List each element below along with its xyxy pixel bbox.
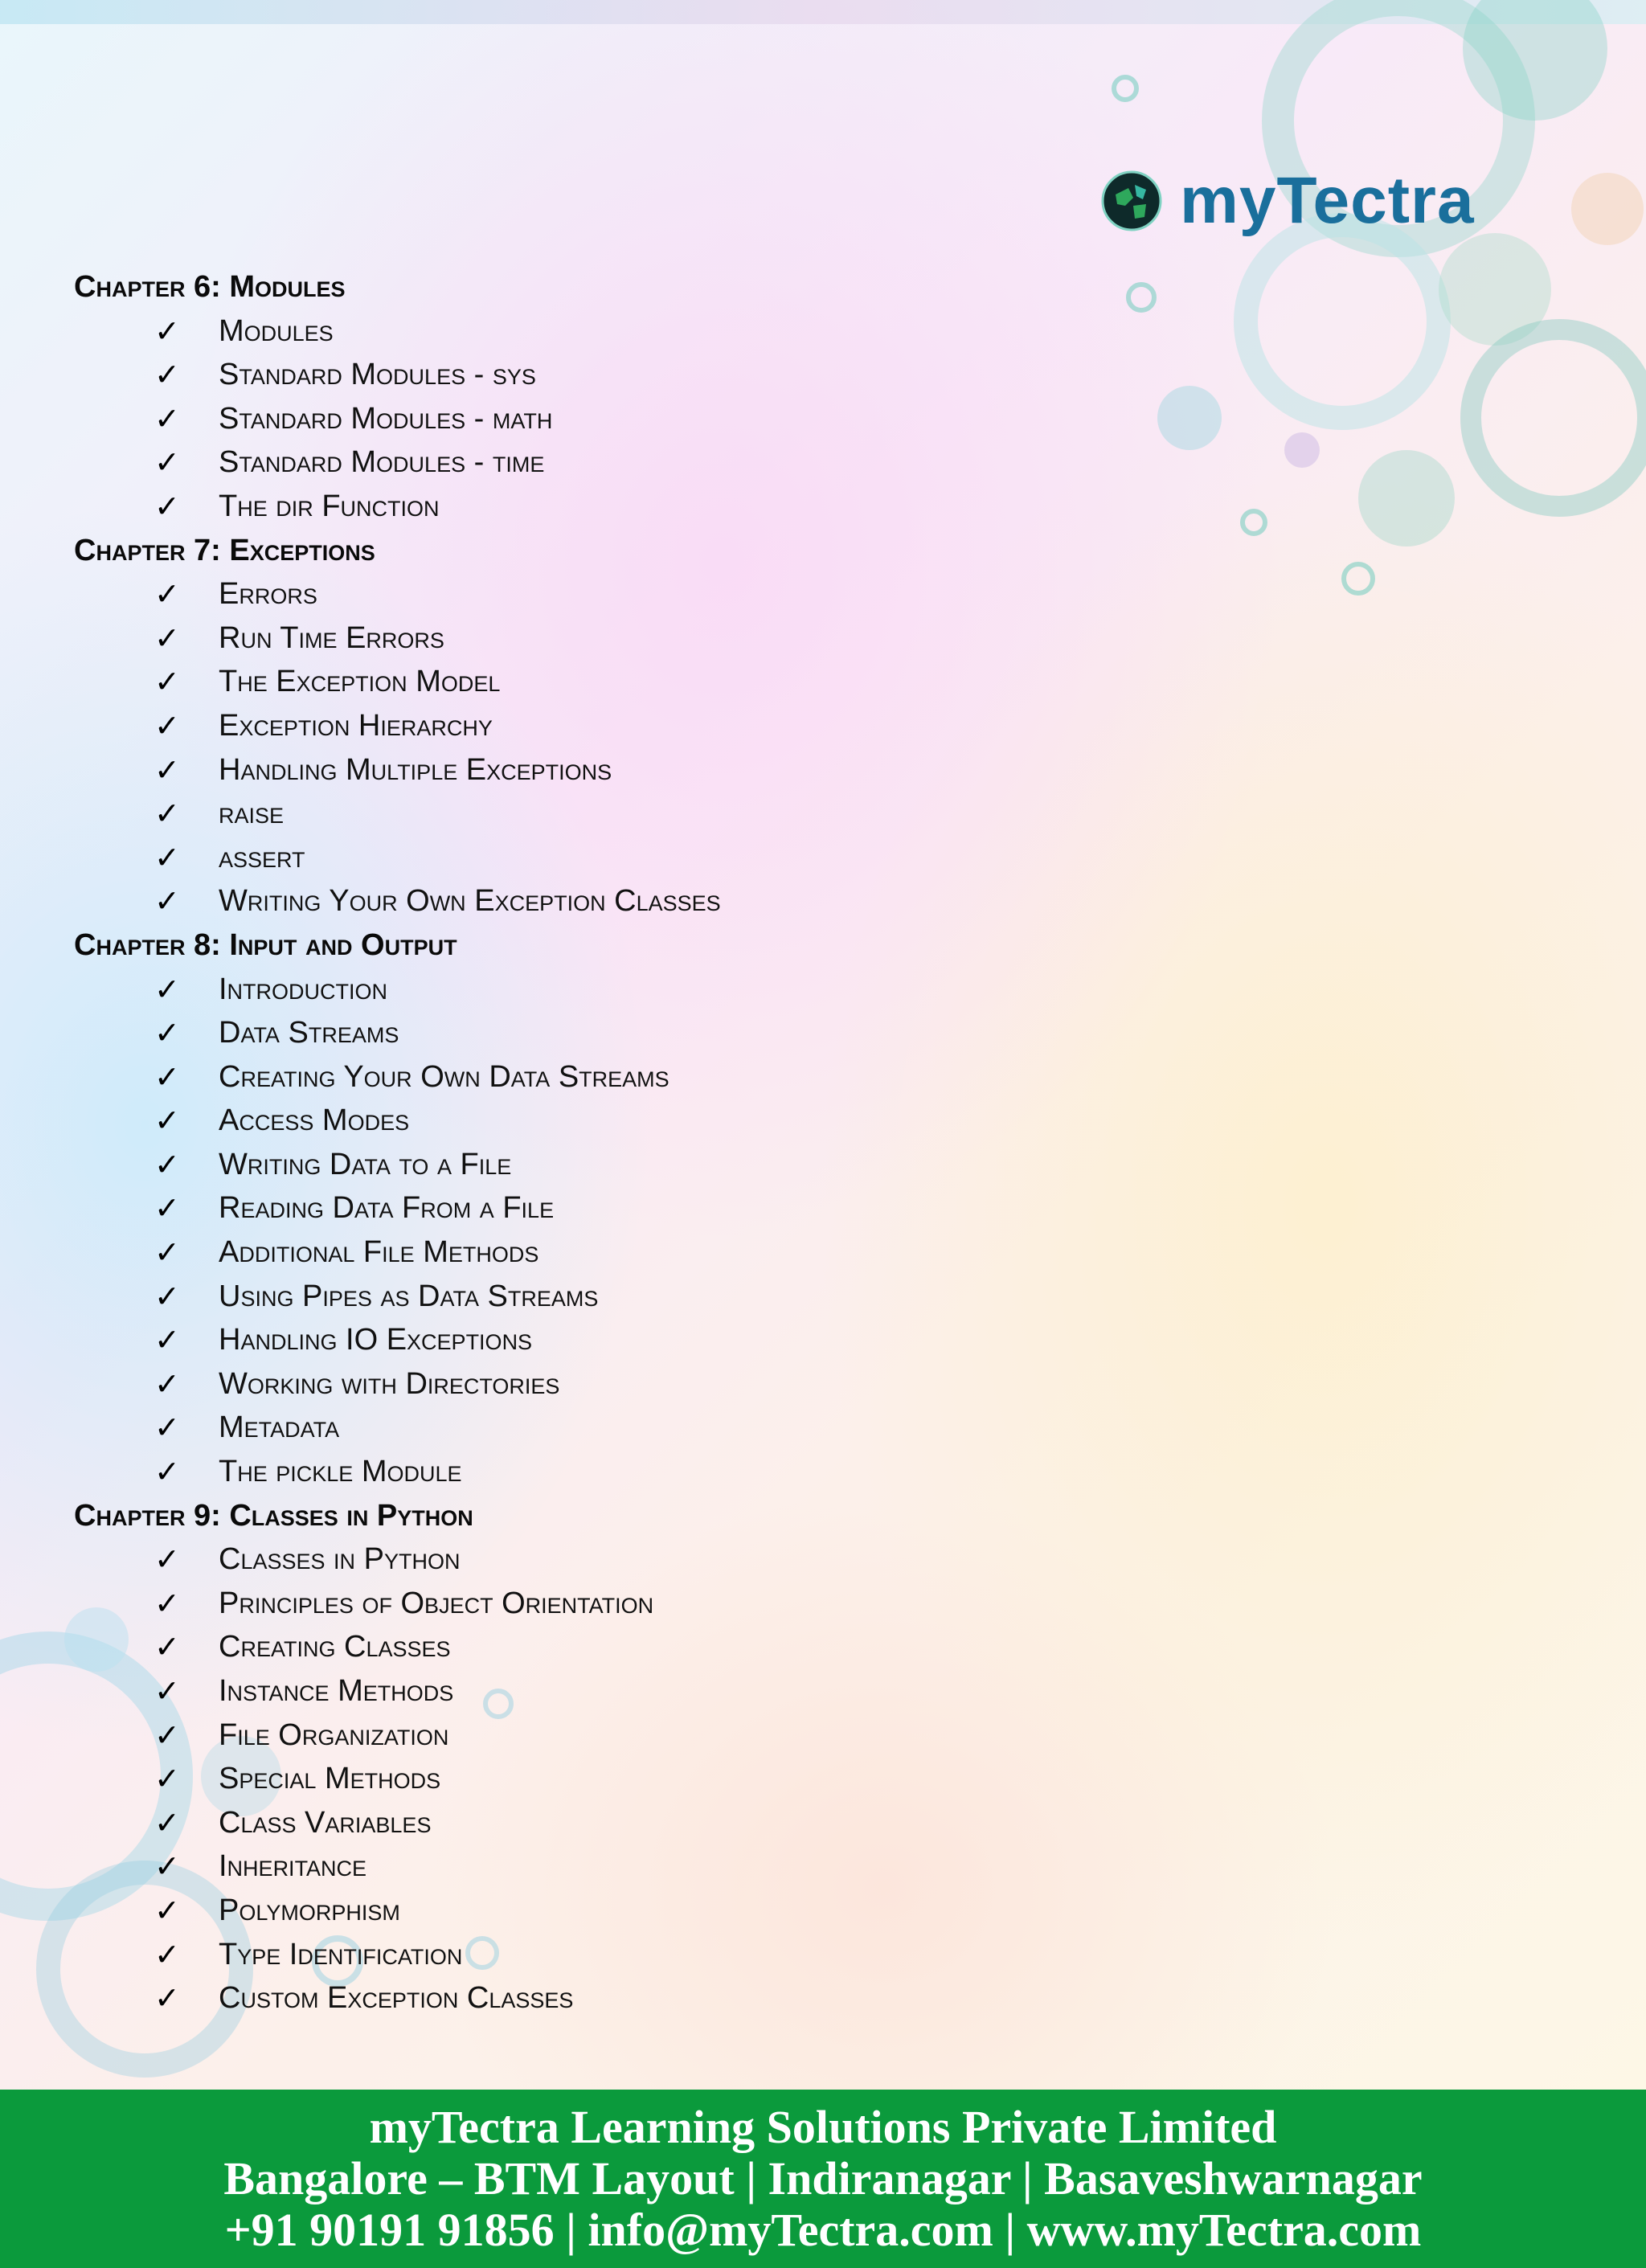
checkmark-icon: ✓ [154, 1980, 180, 2016]
topic-label: Inheritance [219, 1849, 367, 1884]
contact-line: +91 90191 91856 | info@myTectra.com | www.myTectra.com [224, 2204, 1422, 2256]
chapter-title: Chapter 8: Input and Output [74, 927, 457, 962]
topic-label: Writing Data to a File [219, 1147, 512, 1181]
topic-item [74, 1099, 1038, 1143]
topic-label: Using Pipes as Data Streams [219, 1279, 599, 1313]
checkmark-icon: ✓ [154, 1190, 180, 1226]
topic-item [74, 485, 1038, 529]
topic-label: Modules [219, 313, 334, 348]
topic-item [74, 440, 1038, 485]
checkmark-icon: ✓ [154, 1585, 180, 1621]
topic-list [74, 968, 1038, 1494]
topic-label: Run Time Errors [219, 620, 444, 655]
topic-label: Additional File Methods [219, 1235, 539, 1270]
chapter-title: Chapter 6: Modules [74, 270, 346, 304]
locations-line: Bangalore – BTM Layout | Indiranagar | Basaveshwarnagar [223, 2152, 1423, 2205]
checkmark-icon: ✓ [154, 883, 180, 919]
topic-item [74, 1625, 1038, 1669]
topic-label: Standard Modules - math [219, 401, 553, 436]
topic-item [74, 1318, 1038, 1362]
checkmark-icon: ✓ [154, 1454, 180, 1490]
checkmark-icon: ✓ [154, 1848, 180, 1885]
topic-label: Class Variables [219, 1805, 432, 1840]
topic-item [74, 353, 1038, 397]
checkmark-icon: ✓ [154, 1058, 180, 1095]
checkmark-icon: ✓ [154, 1673, 180, 1709]
checkmark-icon: ✓ [154, 357, 180, 393]
topic-label: The Exception Model [219, 665, 501, 699]
chapter-title: Chapter 7: Exceptions [74, 533, 375, 567]
checkmark-icon: ✓ [154, 971, 180, 1007]
checkmark-icon: ✓ [154, 1234, 180, 1271]
topic-item [74, 748, 1038, 792]
checkmark-icon: ✓ [154, 400, 180, 436]
checkmark-icon: ✓ [154, 1629, 180, 1665]
topic-label: Data Streams [219, 1016, 399, 1050]
topic-label: Type Identification [219, 1937, 463, 1971]
topic-label: File Organization [219, 1717, 449, 1752]
topic-item [74, 1011, 1038, 1055]
topic-list [74, 309, 1038, 529]
course-outline [74, 265, 1038, 2020]
topic-label: Classes in Python [219, 1542, 461, 1577]
topic-item [74, 1230, 1038, 1275]
checkmark-icon: ✓ [154, 313, 180, 349]
topic-item [74, 616, 1038, 661]
checkmark-icon: ✓ [154, 707, 180, 743]
topic-item [74, 879, 1038, 923]
topic-label: Creating Your Own Data Streams [219, 1059, 669, 1094]
checkmark-icon: ✓ [154, 751, 180, 788]
topic-item [74, 1757, 1038, 1801]
topic-label: Exception Hierarchy [219, 708, 493, 743]
topic-item [74, 660, 1038, 704]
topic-item [74, 968, 1038, 1012]
topic-label: raise [219, 796, 285, 831]
checkmark-icon: ✓ [154, 444, 180, 481]
topic-label: Handling Multiple Exceptions [219, 752, 612, 787]
checkmark-icon: ✓ [154, 1541, 180, 1578]
topic-item [74, 1362, 1038, 1406]
topic-item [74, 1713, 1038, 1758]
checkmark-icon: ✓ [154, 1761, 180, 1797]
checkmark-icon: ✓ [154, 1717, 180, 1753]
checkmark-icon: ✓ [154, 1146, 180, 1182]
topic-label: Reading Data From a File [219, 1191, 555, 1226]
checkmark-icon: ✓ [154, 839, 180, 875]
topic-label: Principles of Object Orientation [219, 1586, 654, 1620]
checkmark-icon: ✓ [154, 1103, 180, 1139]
checkmark-icon: ✓ [154, 796, 180, 832]
topic-label: Special Methods [219, 1762, 441, 1796]
checkmark-icon: ✓ [154, 576, 180, 612]
chapter-section [74, 923, 1038, 1494]
topic-item [74, 1186, 1038, 1230]
topic-item [74, 1669, 1038, 1713]
topic-label: Metadata [219, 1410, 340, 1445]
topic-item [74, 1889, 1038, 1933]
mytectra-logo [1101, 161, 1475, 241]
company-name: myTectra Learning Solutions Private Limited [369, 2101, 1277, 2153]
globe-icon [1101, 170, 1162, 231]
topic-item [74, 1801, 1038, 1845]
topic-label: Introduction [219, 972, 388, 1006]
topic-item [74, 836, 1038, 880]
checkmark-icon: ✓ [154, 620, 180, 656]
checkmark-icon: ✓ [154, 1322, 180, 1358]
chapter-title: Chapter 9: Classes in Python [74, 1498, 473, 1533]
topic-label: Access Modes [219, 1103, 410, 1138]
topic-item [74, 309, 1038, 354]
topic-item [74, 1406, 1038, 1450]
topic-label: The dir Function [219, 489, 440, 523]
chapter-section [74, 529, 1038, 923]
logo-wordmark: myTectra [1180, 164, 1475, 237]
topic-label: Handling IO Exceptions [219, 1323, 533, 1357]
checkmark-icon: ✓ [154, 664, 180, 700]
checkmark-icon: ✓ [154, 488, 180, 524]
topic-label: assert [219, 840, 305, 874]
topic-list [74, 572, 1038, 923]
decorative-circles-top-right [1061, 0, 1646, 627]
topic-item [74, 1933, 1038, 1977]
topic-item [74, 1537, 1038, 1582]
topic-label: Standard Modules - time [219, 445, 545, 480]
checkmark-icon: ✓ [154, 1410, 180, 1446]
topic-item [74, 792, 1038, 836]
checkmark-icon: ✓ [154, 1015, 180, 1051]
checkmark-icon: ✓ [154, 1278, 180, 1314]
topic-label: The pickle Module [219, 1455, 462, 1489]
topic-label: Instance Methods [219, 1674, 454, 1708]
chapter-section [74, 1494, 1038, 2020]
chapter-section [74, 265, 1038, 529]
topic-item [74, 1844, 1038, 1889]
checkmark-icon: ✓ [154, 1936, 180, 1972]
checkmark-icon: ✓ [154, 1365, 180, 1402]
topic-item [74, 1055, 1038, 1099]
topic-label: Working with Directories [219, 1366, 560, 1401]
topic-item [74, 1582, 1038, 1626]
topic-label: Errors [219, 577, 317, 612]
topic-label: Writing Your Own Exception Classes [219, 884, 721, 919]
topic-item [74, 704, 1038, 748]
topic-list [74, 1537, 1038, 2020]
checkmark-icon: ✓ [154, 1892, 180, 1928]
topic-item [74, 572, 1038, 616]
topic-item [74, 1275, 1038, 1319]
topic-label: Polymorphism [219, 1893, 400, 1927]
topic-item [74, 1143, 1038, 1187]
topic-item [74, 397, 1038, 441]
topic-item [74, 1450, 1038, 1494]
topic-label: Creating Classes [219, 1630, 451, 1664]
footer-banner [0, 2090, 1646, 2268]
topic-label: Custom Exception Classes [219, 1981, 574, 2016]
topic-item [74, 1976, 1038, 2020]
checkmark-icon: ✓ [154, 1804, 180, 1840]
topic-label: Standard Modules - sys [219, 358, 536, 392]
